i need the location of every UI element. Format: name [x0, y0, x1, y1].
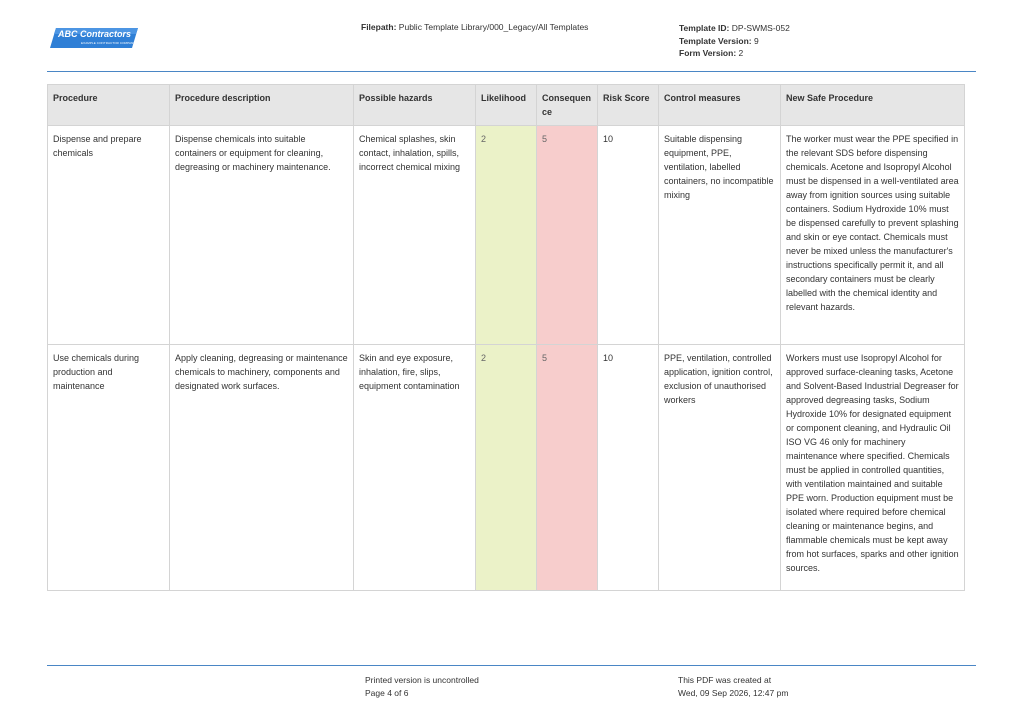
column-header-consequence: Consequence — [537, 85, 598, 126]
template-version-label: Template Version: — [679, 35, 752, 46]
footer-right — [678, 674, 788, 700]
new-procedure-cell: The worker must wear the PPE specified in the relevant SDS before dispensing chemicals. Acetone and Isopropyl Alcohol must be dispensed in a well-ventilated area away from ignition sources using suitable containers. Sodium Hydroxide 10% must be dispensed carefully to prevent splashing and skin or eye contact. Chemicals must never be mixed unless the manufacturer's instructions specifically permit it, and all secondary containers must be clearly labelled with the chemical identity and relevant hazards. — [781, 126, 965, 345]
form-version-value: 2 — [738, 48, 744, 58]
template-id — [679, 22, 790, 35]
page-number: Page 4 of 6 — [365, 688, 409, 698]
page-header — [0, 0, 1024, 72]
template-version — [679, 35, 790, 48]
logo-subtitle: EXAMPLE CONTRACTOR COMPANY — [81, 41, 136, 45]
table-row — [48, 345, 965, 591]
form-version — [679, 47, 790, 60]
likelihood-cell: 2 — [476, 345, 537, 591]
hazards-cell: Skin and eye exposure, inhalation, fire, slips, equipment contamination — [354, 345, 476, 591]
hazards-cell: Chemical splashes, skin contact, inhalation, spills, incorrect chemical mixing — [354, 126, 476, 345]
footer-left — [365, 674, 479, 700]
table-header-row — [48, 85, 965, 126]
column-header-procedure: Procedure — [48, 85, 170, 126]
column-header-hazards: Possible hazards — [354, 85, 476, 126]
column-header-description: Procedure description — [170, 85, 354, 126]
column-header-likelihood: Likelihood — [476, 85, 537, 126]
template-meta — [679, 22, 790, 60]
uncontrolled-notice: Printed version is uncontrolled — [365, 675, 479, 685]
filepath — [361, 22, 588, 32]
risk-score-cell: 10 — [598, 126, 659, 345]
template-id-label: Template ID: — [679, 23, 730, 33]
logo-text: ABC Contractors — [58, 29, 132, 39]
template-version-value: 9 — [753, 35, 759, 46]
table-row — [48, 126, 965, 345]
likelihood-cell: 2 — [476, 126, 537, 345]
created-label: This PDF was created at — [678, 675, 772, 685]
description-cell: Dispense chemicals into suitable containers or equipment for cleaning, degreasing or machinery maintenance. — [170, 126, 354, 345]
filepath-value: Public Template Library/000_Legacy/All Templates — [398, 22, 589, 32]
created-date: Wed, 09 Sep 2026, 12:47 pm — [678, 688, 789, 698]
column-header-new-procedure: New Safe Procedure — [781, 85, 965, 126]
column-header-risk-score: Risk Score — [598, 85, 659, 126]
controls-cell: PPE, ventilation, controlled application, ignition control, exclusion of unauthorised workers — [659, 345, 781, 591]
controls-cell: Suitable dispensing equipment, PPE, ventilation, labelled containers, no incompatible mixing — [659, 126, 781, 345]
procedure-cell: Dispense and prepare chemicals — [48, 126, 170, 345]
column-header-controls: Control measures — [659, 85, 781, 126]
procedure-cell: Use chemicals during production and maintenance — [48, 345, 170, 591]
header-divider — [47, 71, 976, 72]
footer-divider — [47, 665, 976, 666]
swms-table — [47, 84, 965, 591]
description-cell: Apply cleaning, degreasing or maintenance chemicals to machinery, components and designated work surfaces. — [170, 345, 354, 591]
consequence-cell: 5 — [537, 126, 598, 345]
new-procedure-cell: Workers must use Isopropyl Alcohol for approved surface-cleaning tasks, Acetone and Solvent-Based Industrial Degreaser for approved degreasing tasks, Sodium Hydroxide 10% for designated equipment or component cleaning, and Hydraulic Oil ISO VG 46 only for machinery maintenance where specified. Chemicals must be applied in controlled quantities, with ventilation maintained and suitable PPE worn. Production equipment must be isolated where required before chemical cleaning or maintenance begins, and flammable chemicals must be kept away from hot surfaces, sparks and other ignition sources. — [781, 345, 965, 591]
template-id-value: DP-SWMS-052 — [731, 23, 790, 33]
risk-score-cell: 10 — [598, 345, 659, 591]
consequence-cell: 5 — [537, 345, 598, 591]
company-logo — [50, 26, 138, 50]
filepath-label: Filepath: — [361, 22, 397, 32]
form-version-label: Form Version: — [679, 48, 737, 58]
